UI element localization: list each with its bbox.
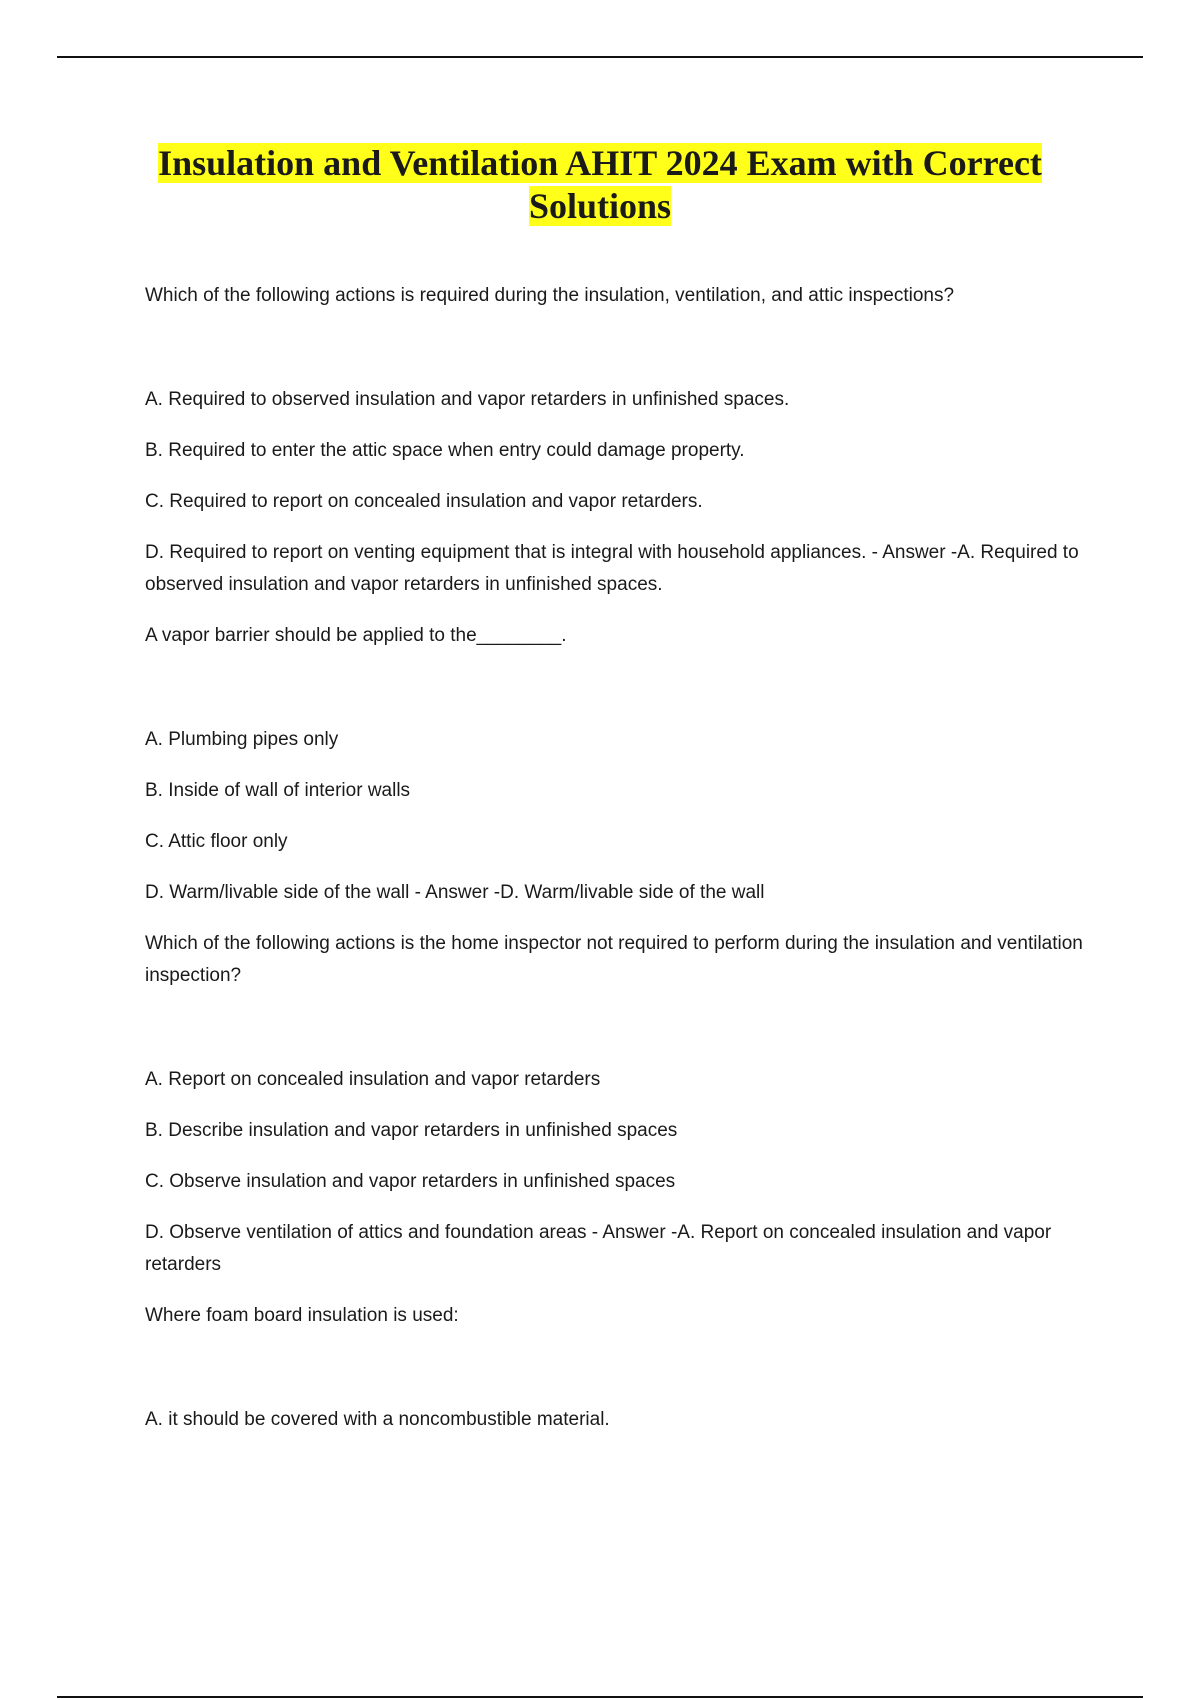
q2-option-c: C. Attic floor only xyxy=(145,831,288,852)
question-4: Where foam board insulation is used: xyxy=(145,1305,459,1326)
q3-option-c: C. Observe insulation and vapor retarders in unfinished spaces xyxy=(145,1171,676,1192)
title-line-1: Insulation and Ventilation AHIT 2024 Exam with Correct xyxy=(158,143,1042,183)
q3-option-a: A. Report on concealed insulation and vapor retarders xyxy=(145,1069,601,1090)
q3-option-b: B. Describe insulation and vapor retarders in unfinished spaces xyxy=(145,1120,678,1141)
q2-option-d-answer: D. Warm/livable side of the wall - Answer -D. Warm/livable side of the wall xyxy=(145,882,765,903)
q1-option-c: C. Required to report on concealed insulation and vapor retarders. xyxy=(145,491,703,512)
q1-option-a: A. Required to observed insulation and vapor retarders in unfinished spaces. xyxy=(145,389,790,410)
top-rule xyxy=(57,56,1143,58)
question-2: A vapor barrier should be applied to the________. xyxy=(145,625,567,646)
question-3: Which of the following actions is the home inspector not required to perform during the insulation and ventilation inspection? xyxy=(145,933,1083,986)
bottom-rule xyxy=(57,1696,1143,1698)
q1-option-d-answer: D. Required to report on venting equipment that is integral with household appliances. - Answer -A. Required to observed insulation and vapor retarders in unfinished spaces. xyxy=(145,542,1079,595)
q2-option-a: A. Plumbing pipes only xyxy=(145,729,339,750)
q2-option-b: B. Inside of wall of interior walls xyxy=(145,780,411,801)
q1-option-b: B. Required to enter the attic space when entry could damage property. xyxy=(145,440,745,461)
question-1: Which of the following actions is required during the insulation, ventilation, and attic inspections? xyxy=(145,285,955,306)
q3-option-d-answer: D. Observe ventilation of attics and foundation areas - Answer -A. Report on concealed insulation and vapor retarders xyxy=(145,1222,1052,1275)
document-title xyxy=(100,142,1100,228)
title-line-2: Solutions xyxy=(528,186,672,226)
q4-option-a: A. it should be covered with a noncombustible material. xyxy=(145,1409,610,1430)
document-body xyxy=(145,280,1095,1455)
